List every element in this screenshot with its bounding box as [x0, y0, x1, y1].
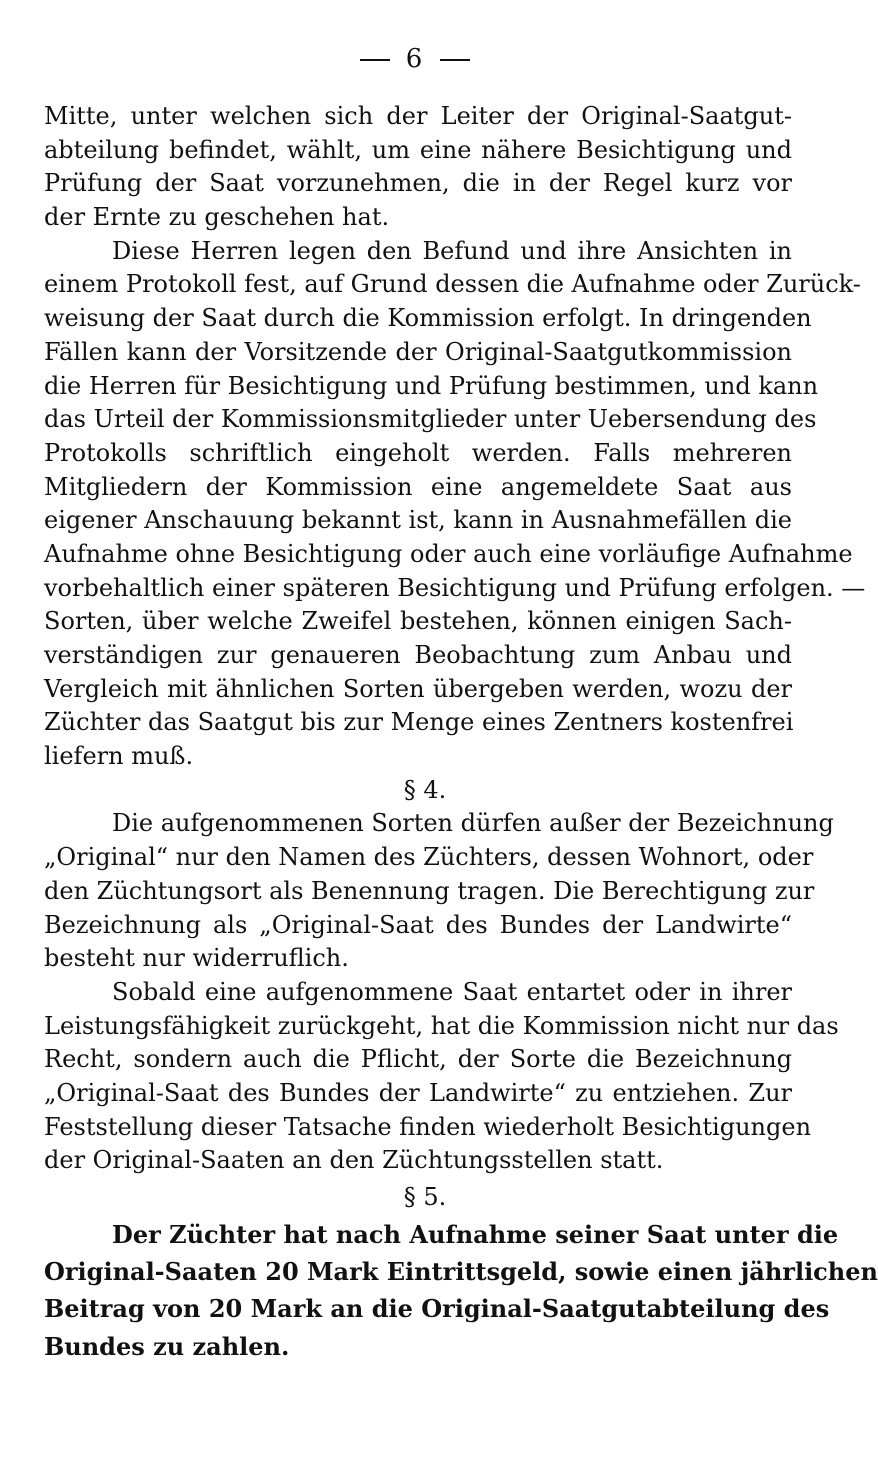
paragraph-withdrawal: [44, 976, 839, 1178]
text-line: Mitte, unter welchen sich der Leiter der Original-Saatgut-: [44, 102, 792, 130]
text-line: Die aufgenommenen Sorten dürfen außer der Bezeichnung: [112, 809, 834, 838]
text-line: vorbehaltlich einer späteren Besichtigung und Prüfung erfolgen. —: [44, 573, 866, 602]
text-line: der Original-Saaten an den Züchtungsstellen statt.: [44, 1146, 664, 1175]
page-number-value: 6: [405, 44, 425, 74]
text-line: Diese Herren legen den Befund und ihre Ansichten in: [112, 236, 792, 265]
text-line: das Urteil der Kommissionsmitglieder unter Uebersendung des: [44, 405, 817, 434]
text-line: der Ernte zu geschehen hat.: [44, 203, 390, 232]
text-line: Leistungsfähigkeit zurückgeht, hat die Kommission nicht nur das: [44, 1011, 839, 1040]
left-dash: [360, 59, 390, 61]
text-line: Der Züchter hat nach Aufnahme seiner Saat unter die: [112, 1220, 839, 1249]
paragraph-protocol: [44, 235, 866, 774]
text-line: den Züchtungsort als Benennung tragen. Die Berechtigung zur: [44, 876, 815, 905]
text-line: weisung der Saat durch die Kommission erfolgt. In dringenden: [44, 304, 812, 333]
section-5-block: [44, 1178, 878, 1365]
text-line: Feststellung dieser Tatsache finden wiederholt Besichtigungen: [44, 1112, 812, 1141]
text-line: die Herren für Besichtigung und Prüfung bestimmen, und kann: [44, 371, 819, 400]
text-line: Sorten, über welche Zweifel bestehen, können einigen Sach-: [44, 607, 792, 636]
text-line: Sobald eine aufgenommene Saat entartet oder in ihrer: [112, 977, 792, 1006]
text-line: Fällen kann der Vorsitzende der Original-Saatgutkommission: [44, 337, 792, 366]
right-dash: [440, 59, 470, 61]
body-text: [44, 100, 878, 1365]
section-heading-5: § 5.: [403, 1183, 447, 1211]
page-number: [0, 44, 830, 74]
text-line: Mitgliedern der Kommission eine angemeldete Saat aus: [44, 472, 792, 501]
text-line: Protokolls schriftlich eingeholt werden. Falls mehreren: [44, 438, 792, 467]
text-line: Beitrag von 20 Mark an die Original-Saatgutabteilung des: [44, 1294, 830, 1324]
paragraph-designation: [44, 807, 834, 975]
text-line: Vergleich mit ähnlichen Sorten übergeben werden, wozu der: [44, 674, 792, 703]
text-line: „Original-Saat des Bundes der Landwirte“ zu entziehen. Zur: [44, 1078, 792, 1107]
text-line: abteilung befindet, wählt, um eine nähere Besichtigung und: [44, 135, 792, 164]
text-line: besteht nur widerruflich.: [44, 944, 349, 973]
section-heading-4: § 4.: [403, 775, 447, 804]
text-line: liefern muß.: [44, 742, 194, 771]
text-line: Züchter das Saatgut bis zur Menge eines Zentners kostenfrei: [44, 708, 794, 737]
text-line: verständigen zur genaueren Beobachtung zum Anbau und: [44, 641, 792, 669]
paragraph-continuation: [44, 100, 792, 235]
text-line: Prüfung der Saat vorzunehmen, die in der Regel kurz vor: [44, 169, 792, 198]
text-line: eigener Anschauung bekannt ist, kann in Ausnahmefällen die: [44, 506, 792, 535]
text-line: Bundes zu zahlen.: [44, 1331, 290, 1361]
text-line: Bezeichnung als „Original-Saat des Bundes der Landwirte“: [44, 910, 792, 939]
text-line: einem Protokoll fest, auf Grund dessen die Aufnahme oder Zurück-: [44, 270, 861, 299]
text-line: Original-Saaten 20 Mark Eintrittsgeld, sowie einen jährlichen: [44, 1257, 878, 1287]
text-line: Recht, sondern auch die Pflicht, der Sorte die Bezeichnung: [44, 1045, 792, 1074]
text-line: Aufnahme ohne Besichtigung oder auch eine vorläufige Aufnahme: [44, 539, 853, 568]
text-line: „Original“ nur den Namen des Züchters, dessen Wohnort, oder: [44, 843, 814, 872]
